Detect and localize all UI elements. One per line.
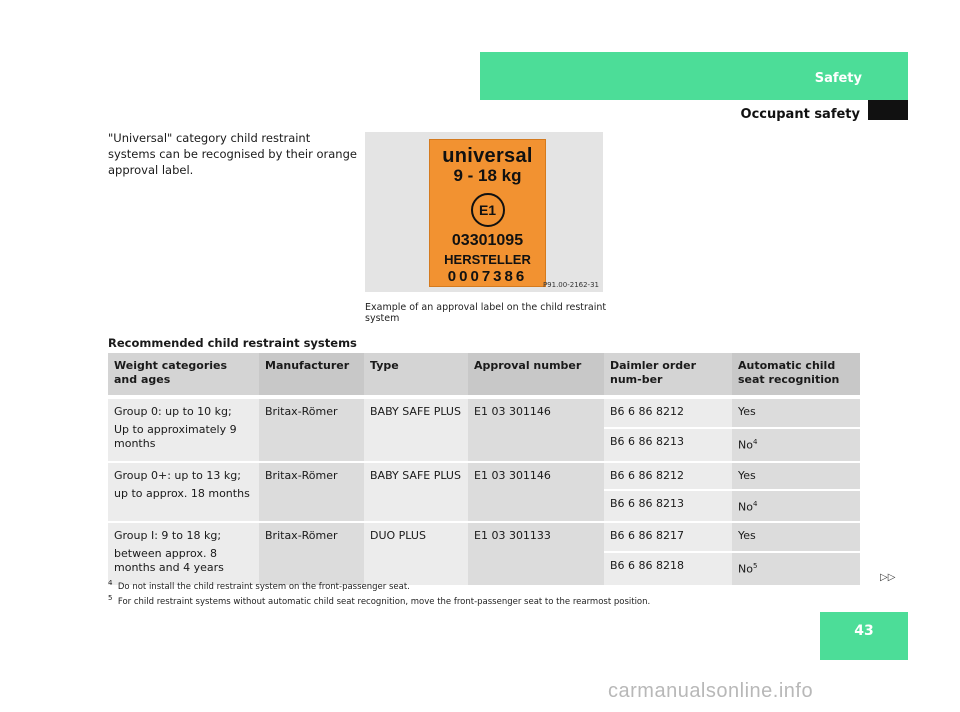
page-title: Occupant safety <box>740 107 860 122</box>
footnote-ref: 4 <box>752 500 758 508</box>
manufacturer-cell: Britax-Römer <box>259 523 364 587</box>
manufacturer-cell: Britax-Römer <box>259 399 364 463</box>
type-cell: BABY SAFE PLUS <box>364 399 468 463</box>
image-code: P91.00-2162-31 <box>542 281 599 289</box>
page-number: 43 <box>854 623 874 639</box>
table-row <box>108 463 860 491</box>
col-header: Automatic child seat recognition <box>732 353 860 399</box>
manufacturer-cell: Britax-Römer <box>259 463 364 523</box>
footnote-ref: 5 <box>752 561 758 570</box>
image-caption: Example of an approval label on the child restraint system <box>365 302 607 324</box>
label-serial: 0007386 <box>447 268 528 285</box>
label-maker: HERSTELLER <box>444 252 531 267</box>
weight-cell: Group 0: up to 10 kg; Up to approximately 9 months <box>108 399 259 463</box>
approval-cell: E1 03 301146 <box>468 463 604 523</box>
intro-text: "Universal" category child restraint systems can be recognised by their orange approval label. <box>108 131 357 177</box>
type-cell: DUO PLUS <box>364 523 468 587</box>
recognition-cell: Yes <box>732 399 860 429</box>
orange-approval-label <box>429 139 546 287</box>
watermark: carmanualsonline.info <box>608 680 814 702</box>
approval-cell: E1 03 301146 <box>468 399 604 463</box>
recognition-cell: No$^4$ <box>732 429 860 463</box>
page-number-box <box>820 612 908 660</box>
footnotes <box>108 578 650 608</box>
label-category: universal <box>442 145 533 167</box>
label-number: 03301095 <box>451 232 524 249</box>
continue-arrows-icon: ▷▷ <box>880 572 896 583</box>
recognition-cell: No$^4$ <box>732 491 860 523</box>
child-restraint-table <box>108 353 860 587</box>
table-heading: Recommended child restraint systems <box>108 336 357 350</box>
order-number-cell: B6 6 86 8217 <box>604 523 732 553</box>
approval-mark: E1 <box>471 193 505 227</box>
weight-cell: Group 0+: up to 13 kg; up to approx. 18 months <box>108 463 259 523</box>
col-header: Manufacturer <box>259 353 364 399</box>
table-row <box>108 523 860 553</box>
type-cell: BABY SAFE PLUS <box>364 463 468 523</box>
footnote: $^5$ For child restraint systems without automatic child seat recognition, move the front-passenger seat to the rearmost position. <box>108 593 651 607</box>
section-label: Safety <box>814 71 862 86</box>
footnote-ref: 4 <box>752 438 758 447</box>
approval-label-image <box>365 132 603 292</box>
recognition-cell: Yes <box>732 523 860 553</box>
label-weight: 9 - 18 kg <box>453 166 522 185</box>
footnote: $^4$ Do not install the child restraint system on the front-passenger seat. <box>108 579 410 592</box>
col-header: Approval number <box>468 353 604 399</box>
table-row <box>108 399 860 429</box>
recognition-cell: Yes <box>732 463 860 491</box>
col-header: Daimler order num-ber <box>604 353 732 399</box>
approval-cell: E1 03 301133 <box>468 523 604 587</box>
order-number-cell: B6 6 86 8212 <box>604 463 732 491</box>
col-header: Type <box>364 353 468 399</box>
recognition-cell: No$^5$ <box>732 553 860 587</box>
col-header: Weight categories and ages <box>108 353 259 399</box>
order-number-cell: B6 6 86 8213 <box>604 491 732 523</box>
table-header-row <box>108 353 860 399</box>
order-number-cell: B6 6 86 8213 <box>604 429 732 463</box>
order-number-cell: B6 6 86 8218 <box>604 553 732 587</box>
weight-cell: Group I: 9 to 18 kg; between approx. 8 months and 4 years <box>108 523 259 587</box>
section-tab <box>868 100 908 120</box>
section-bar <box>480 52 908 100</box>
order-number-cell: B6 6 86 8212 <box>604 399 732 429</box>
